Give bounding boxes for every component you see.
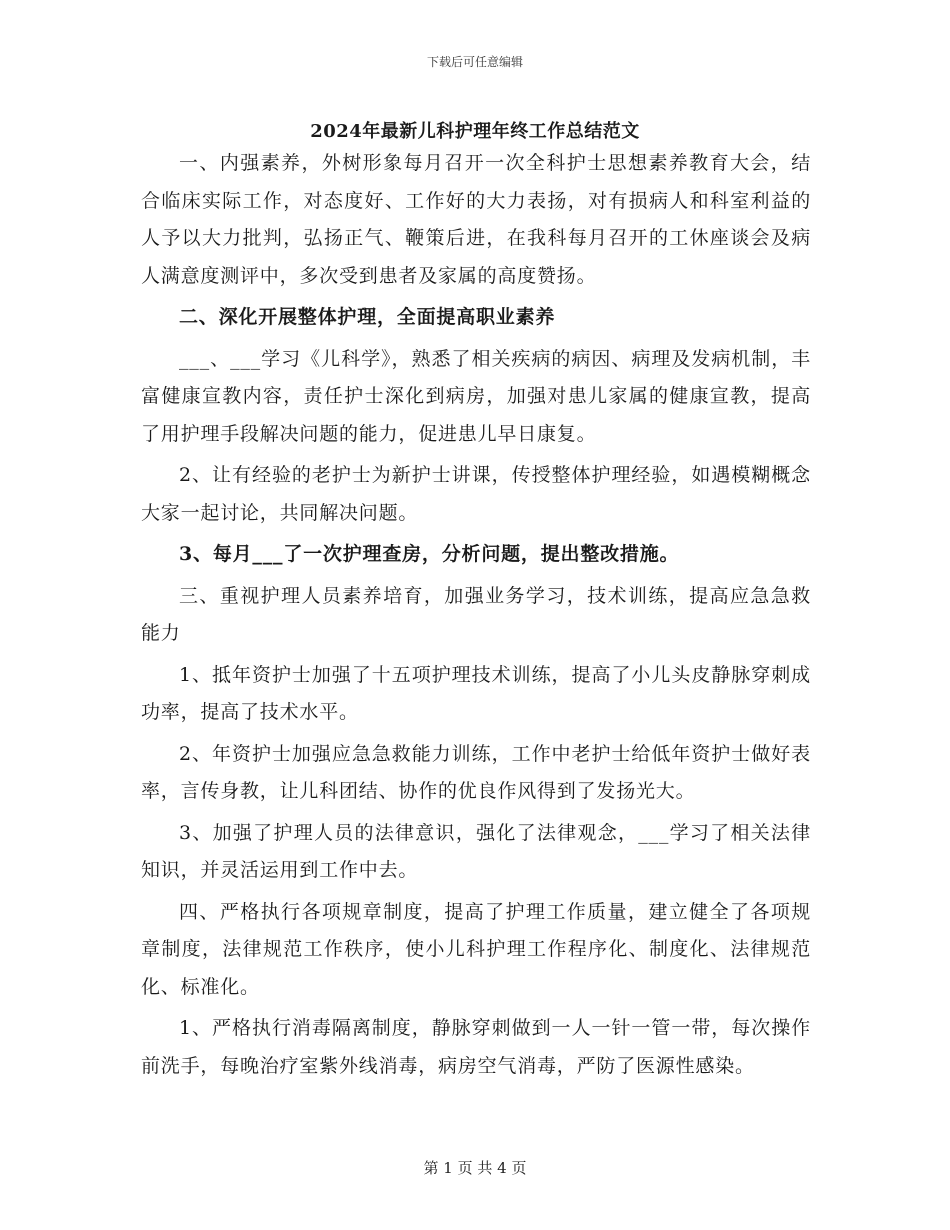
- paragraph-item-4-1: 1、严格执行消毒隔离制度，静脉穿刺做到一人一针一管一带，每次操作前洗手，每晚治疗室紫外线消毒，病房空气消毒，严防了医源性感染。: [141, 1017, 811, 1077]
- paragraph-item-3-2: 2、年资护士加强应急急救能力训练，工作中老护士给低年资护士做好表率，言传身教，让儿科团结、协作的优良作风得到了发扬光大。: [141, 742, 811, 802]
- paragraph-item-2-1: ___、___学习《儿科学》，熟悉了相关疾病的病因、病理及发病机制，丰富健康宣教内容，责任护士深化到病房，加强对患儿家属的健康宣教，提高了用护理手段解决问题的能力，促进患儿早日康复。: [141, 347, 811, 445]
- paragraph-item-2-3: 3、每月___了一次护理查房，分析问题，提出整改措施。: [179, 543, 680, 565]
- paragraph-section-1: 一、内强素养，外树形象每月召开一次全科护士思想素养教育大会，结合临床实际工作，对态度好、工作好的大力表扬，对有损病人和科室利益的人予以大力批判，弘扬正气、鞭策后进，在我科每月召开的工休座谈会及病人满意度测评中，多次受到患者及家属的高度赞扬。: [141, 152, 811, 287]
- paragraph-item-3-1: 1、抵年资护士加强了十五项护理技术训练，提高了小儿头皮静脉穿刺成功率，提高了技术水平。: [141, 663, 811, 723]
- heading-section-2: 二、深化开展整体护理，全面提高职业素养: [179, 306, 556, 328]
- paragraph-item-2-2: 2、让有经验的老护士为新护士讲课，传授整体护理经验，如遇模糊概念大家一起讨论，共同解决问题。: [141, 464, 811, 524]
- heading-section-3: 三、重视护理人员素养培育，加强业务学习，技术训练，提高应急急救能力: [141, 584, 811, 644]
- paragraph-section-4: 四、严格执行各项规章制度，提高了护理工作质量，建立健全了各项规章制度，法律规范工作秩序，使小儿科护理工作程序化、制度化、法律规范化、标准化。: [141, 900, 811, 998]
- paragraph-item-3-3: 3、加强了护理人员的法律意识，强化了法律观念，___学习了相关法律知识，并灵活运用到工作中去。: [141, 821, 811, 881]
- page-number: 第 1 页 共 4 页: [423, 1159, 527, 1177]
- header-note: 下载后可任意编辑: [426, 55, 523, 69]
- document-title: 2024年最新儿科护理年终工作总结范文: [310, 121, 640, 142]
- document-body: [141, 145, 811, 1089]
